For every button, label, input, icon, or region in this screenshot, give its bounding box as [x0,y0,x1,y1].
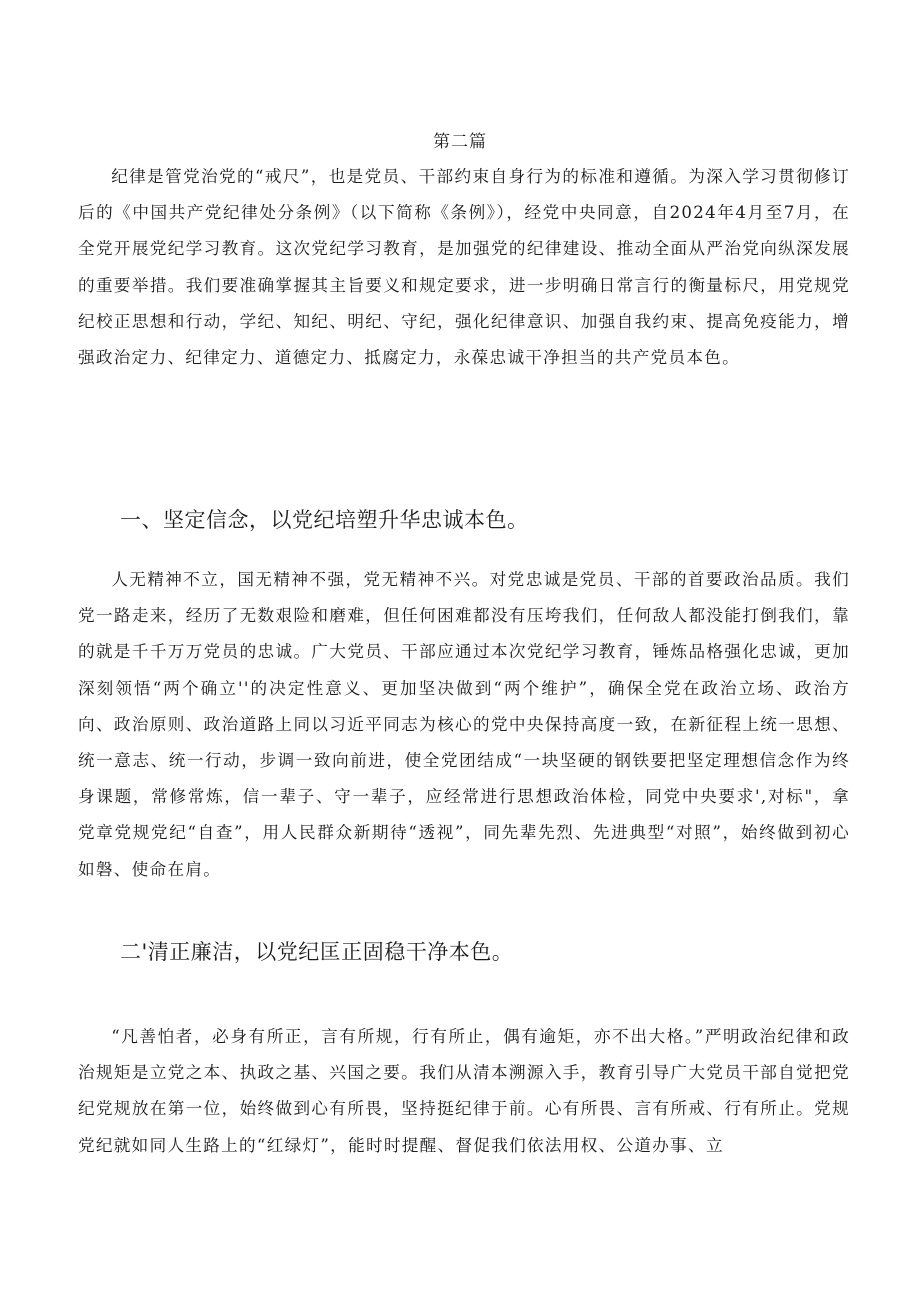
section-1-paragraph: 人无精神不立，国无精神不强，党无精神不兴。对党忠诚是党员、干部的首要政治品质。我们党一路走来，经历了无数艰险和磨难，但任何困难都没有压垮我们，任何敌人都没能打倒我们，靠的就是千千万万党员的忠诚。广大党员、干部应通过本次党纪学习教育，锤炼品格强化忠诚，更加深刻领悟“两个确立''的决定性意义、更加坚决做到“两个维护”，确保全党在政治立场、政治方向、政治原则、政治道路上同以习近平同志为核心的党中央保持高度一致，在新征程上统一思想、统一意志、统一行动，步调一致向前进，使全党团结成“一块坚硬的钢铁要把坚定理想信念作为终身课题，常修常炼，信一辈子、守一辈子，应经常进行思想政治体检，同党中央要求',对标"，拿党章党规党纪“自查”，用人民群众新期待“透视”，同先辈先烈、先进典型“对照”，始终做到初心如磐、使命在肩。 [78,570,850,879]
intro-paragraph: 纪律是管党治党的“戒尺”，也是党员、干部约束自身行为的标准和遵循。为深入学习贯彻修订后的《中国共产党纪律处分条例》（以下简称《条例》），经党中央同意，自2024年4月至7月，在全党开展党纪学习教育。这次党纪学习教育，是加强党的纪律建设、推动全面从严治党向纵深发展的重要举措。我们要准确掌握其主旨要义和规定要求，进一步明确日常言行的衡量标尺，用党规党纪校正思想和行动，学纪、知纪、明纪、守纪，强化纪律意识、加强自我约束、提高免疫能力，增强政治定力、纪律定力、道德定力、抵腐定力，永葆忠诚干净担当的共产党员本色。 [78,167,850,368]
document-title: 第二篇 [433,132,487,152]
section-heading-1: 一、坚定信念，以党纪培塑升华忠诚本色。 [120,508,529,532]
section-2-paragraph: “凡善怕者，必身有所正，言有所规，行有所止，偶有逾矩，亦不出大格。”严明政治纪律和政治规矩是立党之本、执政之基、兴国之要。我们从清本溯源入手，教育引导广大党员干部自觉把党纪党规放在第一位，始终做到心有所畏，坚持挺纪律于前。心有所畏、言有所戒、行有所止。党规党纪就如同人生路上的“红绿灯”，能时时提醒、督促我们依法用权、公道办事、立 [78,1027,850,1155]
section-heading-2: 二'清正廉洁，以党纪匡正固稳干净本色。 [120,940,514,964]
